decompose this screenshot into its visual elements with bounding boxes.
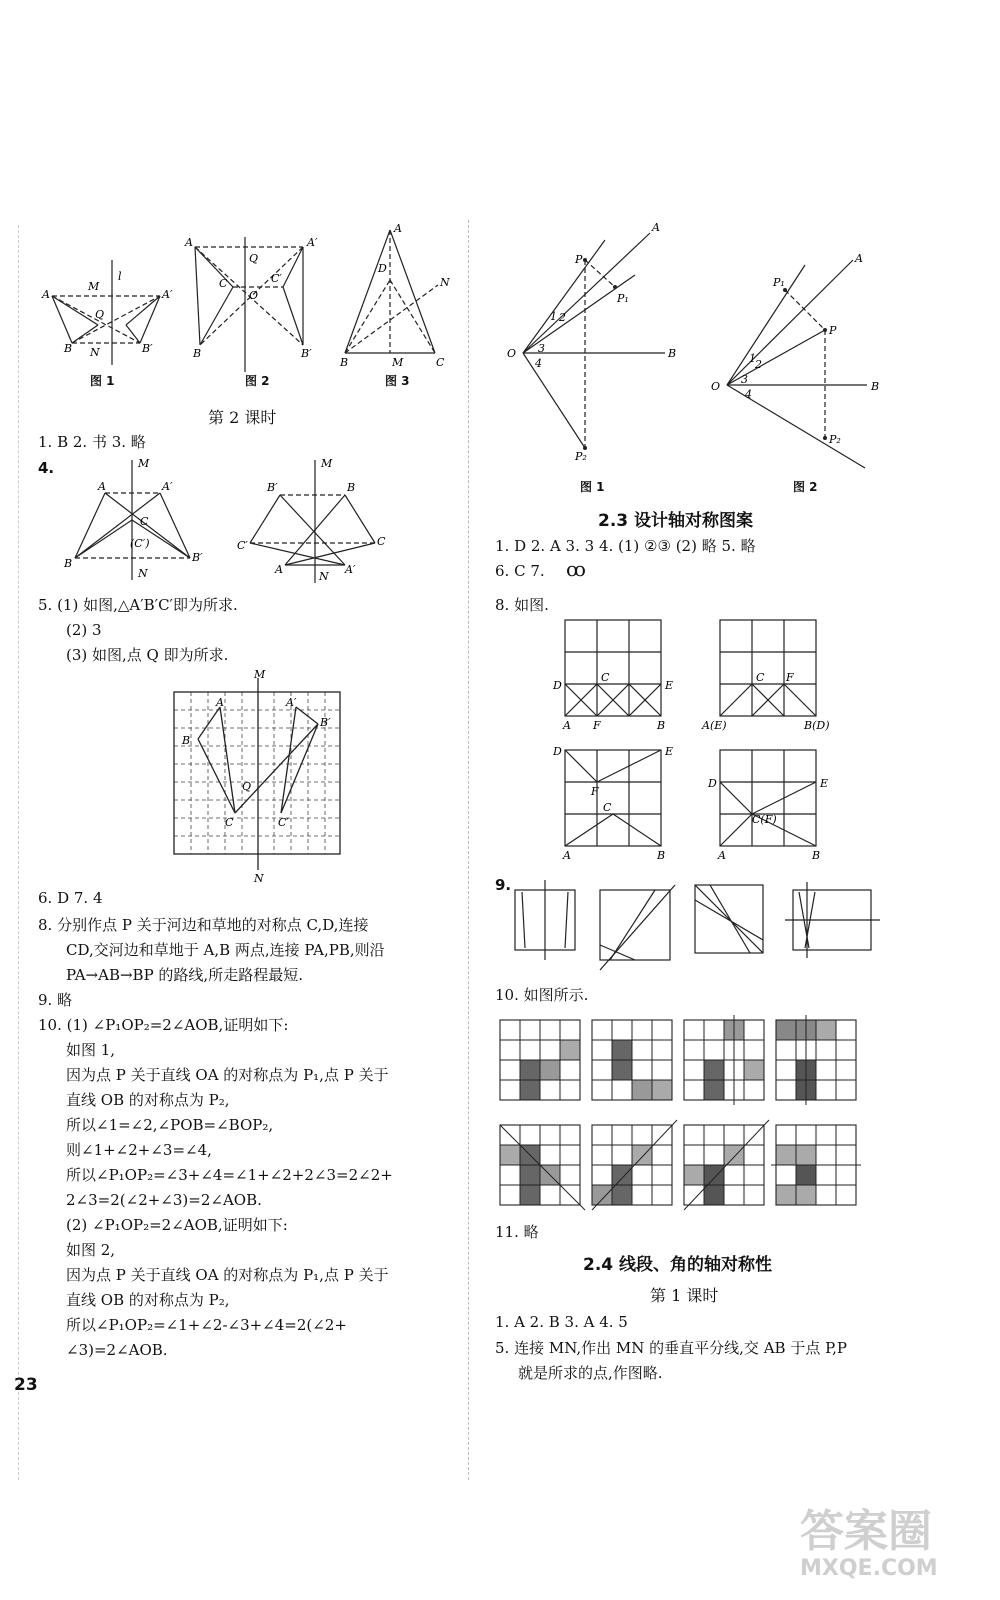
svg-text:A: A <box>855 252 863 265</box>
svg-text:4: 4 <box>535 357 542 370</box>
q8-line-1: 8. 分别作点 P 关于河边和草地的对称点 C,D,连接 <box>38 916 369 934</box>
q9-figure-4 <box>785 880 885 960</box>
q8-grid-4 <box>710 745 830 865</box>
svg-text:A: A <box>216 696 224 709</box>
right-figure-2 <box>705 250 905 490</box>
svg-text:C′: C′ <box>237 539 248 552</box>
svg-text:B′: B′ <box>267 481 278 494</box>
svg-text:B: B <box>64 557 73 570</box>
q8-line-3: PA→AB→BP 的路线,所走路程最短. <box>66 966 303 984</box>
svg-text:O: O <box>507 347 517 360</box>
watermark-line-1: 答案圈 <box>800 1506 932 1557</box>
q9-figure-2 <box>595 880 675 970</box>
svg-text:A: A <box>652 221 660 234</box>
answers-1-3: 1. B 2. 书 3. 略 <box>38 433 146 451</box>
svg-text:Q: Q <box>242 780 252 793</box>
svg-text:M: M <box>88 280 100 293</box>
svg-text:N: N <box>138 567 148 580</box>
svg-text:3: 3 <box>741 373 748 386</box>
svg-text:C(F): C(F) <box>752 813 777 826</box>
svg-text:F: F <box>786 671 794 684</box>
svg-text:B(D): B(D) <box>804 719 830 732</box>
s24-q5-line-1: 5. 连接 MN,作出 MN 的垂直平分线,交 AB 于点 P,P <box>495 1339 848 1357</box>
question-4-number: 4. <box>38 459 55 477</box>
s24-answers-1-4: 1. A 2. B 3. A 4. 5 <box>495 1313 628 1331</box>
svg-text:A: A <box>394 222 402 235</box>
svg-text:B: B <box>64 342 73 355</box>
svg-text:B′: B′ <box>320 716 331 729</box>
left-figure-2 <box>185 232 335 372</box>
q10-line-3: 因为点 P 关于直线 OA 的对称点为 P₁,点 P 关于 <box>66 1066 389 1084</box>
svg-text:1: 1 <box>749 352 756 365</box>
svg-text:A: A <box>98 480 106 493</box>
q10-line-2: 如图 1, <box>66 1041 116 1059</box>
svg-text:P₂: P₂ <box>829 433 841 446</box>
left-figure-1 <box>40 240 180 370</box>
page-number: 23 <box>14 1375 38 1395</box>
svg-text:M: M <box>392 356 404 369</box>
q8-grid-1 <box>555 615 675 740</box>
answers-6-7: 6. D 7. 4 <box>38 889 103 907</box>
svg-text:2: 2 <box>755 358 762 371</box>
q4-figure-right <box>235 455 405 585</box>
s24-q5-line-2: 就是所求的点,作图略. <box>518 1364 663 1382</box>
q9-figure-3 <box>690 880 770 960</box>
svg-text:O: O <box>711 380 721 393</box>
svg-text:C: C <box>756 671 765 684</box>
answer-9: 9. 略 <box>38 991 73 1009</box>
svg-text:C: C <box>601 671 610 684</box>
svg-text:A′: A′ <box>162 288 173 301</box>
svg-text:B′: B′ <box>192 551 203 564</box>
lesson-1-title: 第 1 课时 <box>650 1286 719 1305</box>
q10-line-1: 10. (1) ∠P₁OP₂=2∠AOB,证明如下: <box>38 1016 289 1034</box>
q8-grid-3 <box>555 745 675 865</box>
section-2-4-title: 2.4 线段、角的轴对称性 <box>583 1255 773 1275</box>
q5-line-2: (2) 3 <box>66 621 102 639</box>
svg-text:P₁: P₁ <box>617 292 629 305</box>
section-2-3-title: 2.3 设计轴对称图案 <box>598 511 754 531</box>
svg-text:N: N <box>254 872 264 885</box>
svg-text:2: 2 <box>559 311 566 324</box>
q10-line-13: 所以∠P₁OP₂=∠1+∠2-∠3+∠4=2(∠2+ <box>66 1316 347 1334</box>
svg-text:N: N <box>319 570 329 583</box>
svg-text:B′: B′ <box>142 342 153 355</box>
svg-text:F: F <box>591 785 599 798</box>
s23-q10: 10. 如图所示. <box>495 986 589 1004</box>
svg-text:Q: Q <box>249 252 259 265</box>
right-figure-1 <box>505 215 695 470</box>
svg-text:4: 4 <box>745 388 752 401</box>
watermark-line-2: MXQE.COM <box>800 1556 938 1581</box>
svg-text:A: A <box>42 288 50 301</box>
svg-text:B: B <box>182 734 191 747</box>
svg-text:B: B <box>193 347 202 360</box>
left-fig3-caption: 图 3 <box>385 374 410 388</box>
lesson-2-title: 第 2 课时 <box>208 408 277 427</box>
q10-line-4: 直线 OB 的对称点为 P₂, <box>66 1091 230 1109</box>
svg-text:B: B <box>657 719 666 732</box>
svg-text:N: N <box>90 346 100 359</box>
s23-q11: 11. 略 <box>495 1223 539 1241</box>
left-fig1-caption: 图 1 <box>90 374 115 388</box>
svg-text:E: E <box>665 745 674 758</box>
q10-line-11: 因为点 P 关于直线 OA 的对称点为 P₁,点 P 关于 <box>66 1266 389 1284</box>
svg-text:C: C <box>219 277 228 290</box>
svg-text:P₂: P₂ <box>575 450 587 463</box>
q8-line-2: CD,交河边和草地于 A,B 两点,连接 PA,PB,则沿 <box>66 941 385 959</box>
svg-text:A′: A′ <box>307 236 318 249</box>
watermark-logo <box>800 1508 938 1582</box>
q5-line-1: 5. (1) 如图,△A′B′C′即为所求. <box>38 596 238 614</box>
svg-text:A: A <box>275 563 283 576</box>
svg-text:B: B <box>340 356 349 369</box>
q10-line-6: 则∠1+∠2+∠3=∠4, <box>66 1141 212 1159</box>
svg-text:A: A <box>185 236 193 249</box>
right-fig2-caption: 图 2 <box>793 480 818 494</box>
s23-q8: 8. 如图. <box>495 596 549 614</box>
svg-text:Q: Q <box>95 308 105 321</box>
q10-grids <box>495 1015 865 1220</box>
s23-answers-6-7: 6. C 7. <box>495 562 545 580</box>
svg-text:A′: A′ <box>162 480 173 493</box>
svg-text:B: B <box>347 481 356 494</box>
svg-text:C: C <box>140 515 149 528</box>
svg-text:B: B <box>871 380 880 393</box>
q8-grid-2 <box>702 615 830 740</box>
svg-text:M: M <box>321 457 333 470</box>
svg-text:C′: C′ <box>271 272 282 285</box>
svg-text:A: A <box>563 849 571 862</box>
left-fig2-caption: 图 2 <box>245 374 270 388</box>
svg-text:M: M <box>138 457 150 470</box>
svg-text:B: B <box>657 849 666 862</box>
svg-text:C: C <box>436 356 445 369</box>
q10-line-12: 直线 OB 的对称点为 P₂, <box>66 1291 230 1309</box>
svg-text:C′: C′ <box>278 816 289 829</box>
svg-text:(C′): (C′) <box>130 537 150 550</box>
svg-text:E: E <box>665 679 674 692</box>
right-fig1-caption: 图 1 <box>580 480 605 494</box>
q5-line-3: (3) 如图,点 Q 即为所求. <box>66 646 229 664</box>
svg-text:M: M <box>254 668 266 681</box>
svg-text:D: D <box>708 777 717 790</box>
svg-text:C: C <box>225 816 234 829</box>
svg-text:A(E): A(E) <box>702 719 727 732</box>
s23-answers-1-5: 1. D 2. A 3. 3 4. (1) ②③ (2) 略 5. 略 <box>495 537 756 555</box>
svg-text:A′: A′ <box>345 563 356 576</box>
svg-text:O: O <box>249 289 259 302</box>
svg-text:P₁: P₁ <box>773 276 785 289</box>
svg-text:N: N <box>440 276 450 289</box>
svg-text:E: E <box>820 777 829 790</box>
q5-grid-figure <box>170 670 350 885</box>
q10-line-5: 所以∠1=∠2,∠POB=∠BOP₂, <box>66 1116 274 1134</box>
left-margin-rule <box>18 225 19 1480</box>
svg-text:F: F <box>593 719 601 732</box>
svg-text:D: D <box>378 262 387 275</box>
q9-figure-1 <box>510 880 580 960</box>
column-divider <box>468 220 469 1480</box>
svg-text:B: B <box>812 849 821 862</box>
svg-text:3: 3 <box>538 342 545 355</box>
svg-text:C: C <box>603 801 612 814</box>
q10-line-9: (2) ∠P₁OP₂=2∠AOB,证明如下: <box>66 1216 288 1234</box>
svg-text:B′: B′ <box>301 347 312 360</box>
q10-line-14: ∠3)=2∠AOB. <box>66 1341 168 1359</box>
svg-text:l: l <box>118 270 122 283</box>
svg-text:A: A <box>563 719 571 732</box>
q10-line-10: 如图 2, <box>66 1241 116 1259</box>
svg-text:D: D <box>553 679 562 692</box>
svg-text:P: P <box>829 324 837 337</box>
q10-line-7: 所以∠P₁OP₂=∠3+∠4=∠1+∠2+2∠3=2∠2+ <box>66 1166 393 1184</box>
svg-text:D: D <box>553 745 562 758</box>
q7-glyph-icon: ꝏ <box>566 557 586 581</box>
svg-text:B: B <box>668 347 677 360</box>
svg-text:C: C <box>377 535 386 548</box>
svg-text:1: 1 <box>550 310 557 323</box>
s23-q9: 9. <box>495 876 512 894</box>
q4-figure-left <box>60 455 230 585</box>
svg-text:A′: A′ <box>286 696 297 709</box>
svg-text:A: A <box>718 849 726 862</box>
left-figure-3 <box>340 220 460 370</box>
svg-text:P: P <box>575 253 583 266</box>
q10-line-8: 2∠3=2(∠2+∠3)=2∠AOB. <box>66 1191 262 1209</box>
